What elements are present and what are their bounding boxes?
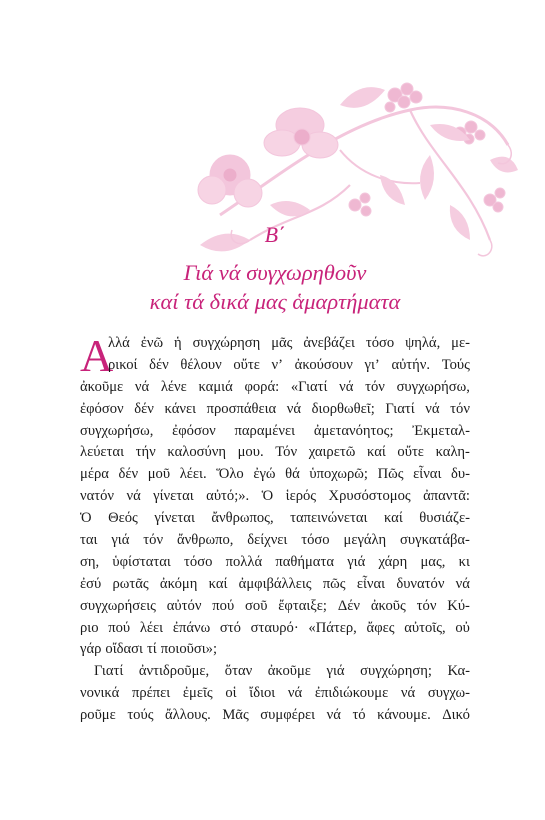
text-line: μέρα δέν μοῦ λέει. Ὅλο ἐγώ θά ὑποχωρῶ; Πῶς εἶναι δυ- <box>80 466 470 483</box>
text-line: ται γιά τόν ἄνθρωπο, δείχνει τόσο μεγάλη συγκατάβα- <box>80 532 470 549</box>
text-line: ριο πού λέει ἐπάνω στό σταυρό· «Πάτερ, ἄφες αὐτοῖς, οὐ <box>80 619 470 636</box>
text-line: Ὁ Θεός γίνεται ἄνθρωπος, ταπεινώνεται καί θυσιάζε- <box>80 510 470 527</box>
text-line: ση, ὑφίσταται τόσο πολλά παθήματα γιά χάρη μας, κι <box>80 553 470 570</box>
text-line: ροῦμε τούς ἄλλους. Μᾶς συμφέρει νά τό κάνουμε. Δικό <box>80 707 470 724</box>
drop-cap: Α <box>80 330 114 381</box>
text-line: ἀκοῦμε νά λένε καμιά φορά: «Γιατί νά τόν συγχωρήσω, <box>80 378 470 395</box>
chapter-title <box>60 258 490 316</box>
chapter-number: Β΄ <box>264 222 286 247</box>
chapter-title-line-2: καί τά δικά μας ἁμαρτήματα <box>149 289 401 314</box>
floral-vine-ornament-icon <box>190 65 520 270</box>
text-line: συγχωρήσω, ἐφόσον παραμένει ἀμετανόητος; Ἐκμεταλ- <box>80 422 470 439</box>
text-line: συγχωρήσεις αὐτόν πού σοῦ ἔφταιξε; Δέν ἀκοῦς τόν Κύ- <box>80 597 470 614</box>
text-line: Γιατί ἀντιδροῦμε, ὅταν ἀκοῦμε γιά συγχώρηση; Κα- <box>94 663 470 680</box>
text-line: ἐφόσον δέν κάνει προσπάθεια νά διορθωθεῖ; Γιατί νά τόν <box>80 400 470 417</box>
text-line: ἐσύ ρωτᾶς ἀκόμη καί ἀμφιβάλλεις πῶς εἶναι δυνατόν νά <box>80 575 470 592</box>
text-line: νατόν νά γίνεται αὐτό;». Ὁ ἱερός Χρυσόστομος ἀπαντᾶ: <box>80 488 470 505</box>
text-line: ρικοί δέν θέλουν οὔτε ν’ ἀκούσουν γι’ αὐτήν. Τούς <box>108 356 470 373</box>
body-text <box>80 330 470 727</box>
text-line: γάρ οἴδασι τί ποιοῦσι»; <box>80 641 217 658</box>
text-line: λλά ἐνῶ ἡ συγχώρηση μᾶς ἀνεβάζει τόσο ψηλά, με- <box>108 335 470 351</box>
text-line: λεύεται τήν καλοσύνη μου. Τόν χαιρετῶ καί οὔτε καλη- <box>80 444 470 461</box>
chapter-title-line-1: Γιά νά συγχωρηθοῦν <box>183 260 367 285</box>
text-line: νονικά πρέπει ἐμεῖς οἱ ἴδιοι νά ἐπιδιώκουμε νά συγχω- <box>80 685 470 702</box>
